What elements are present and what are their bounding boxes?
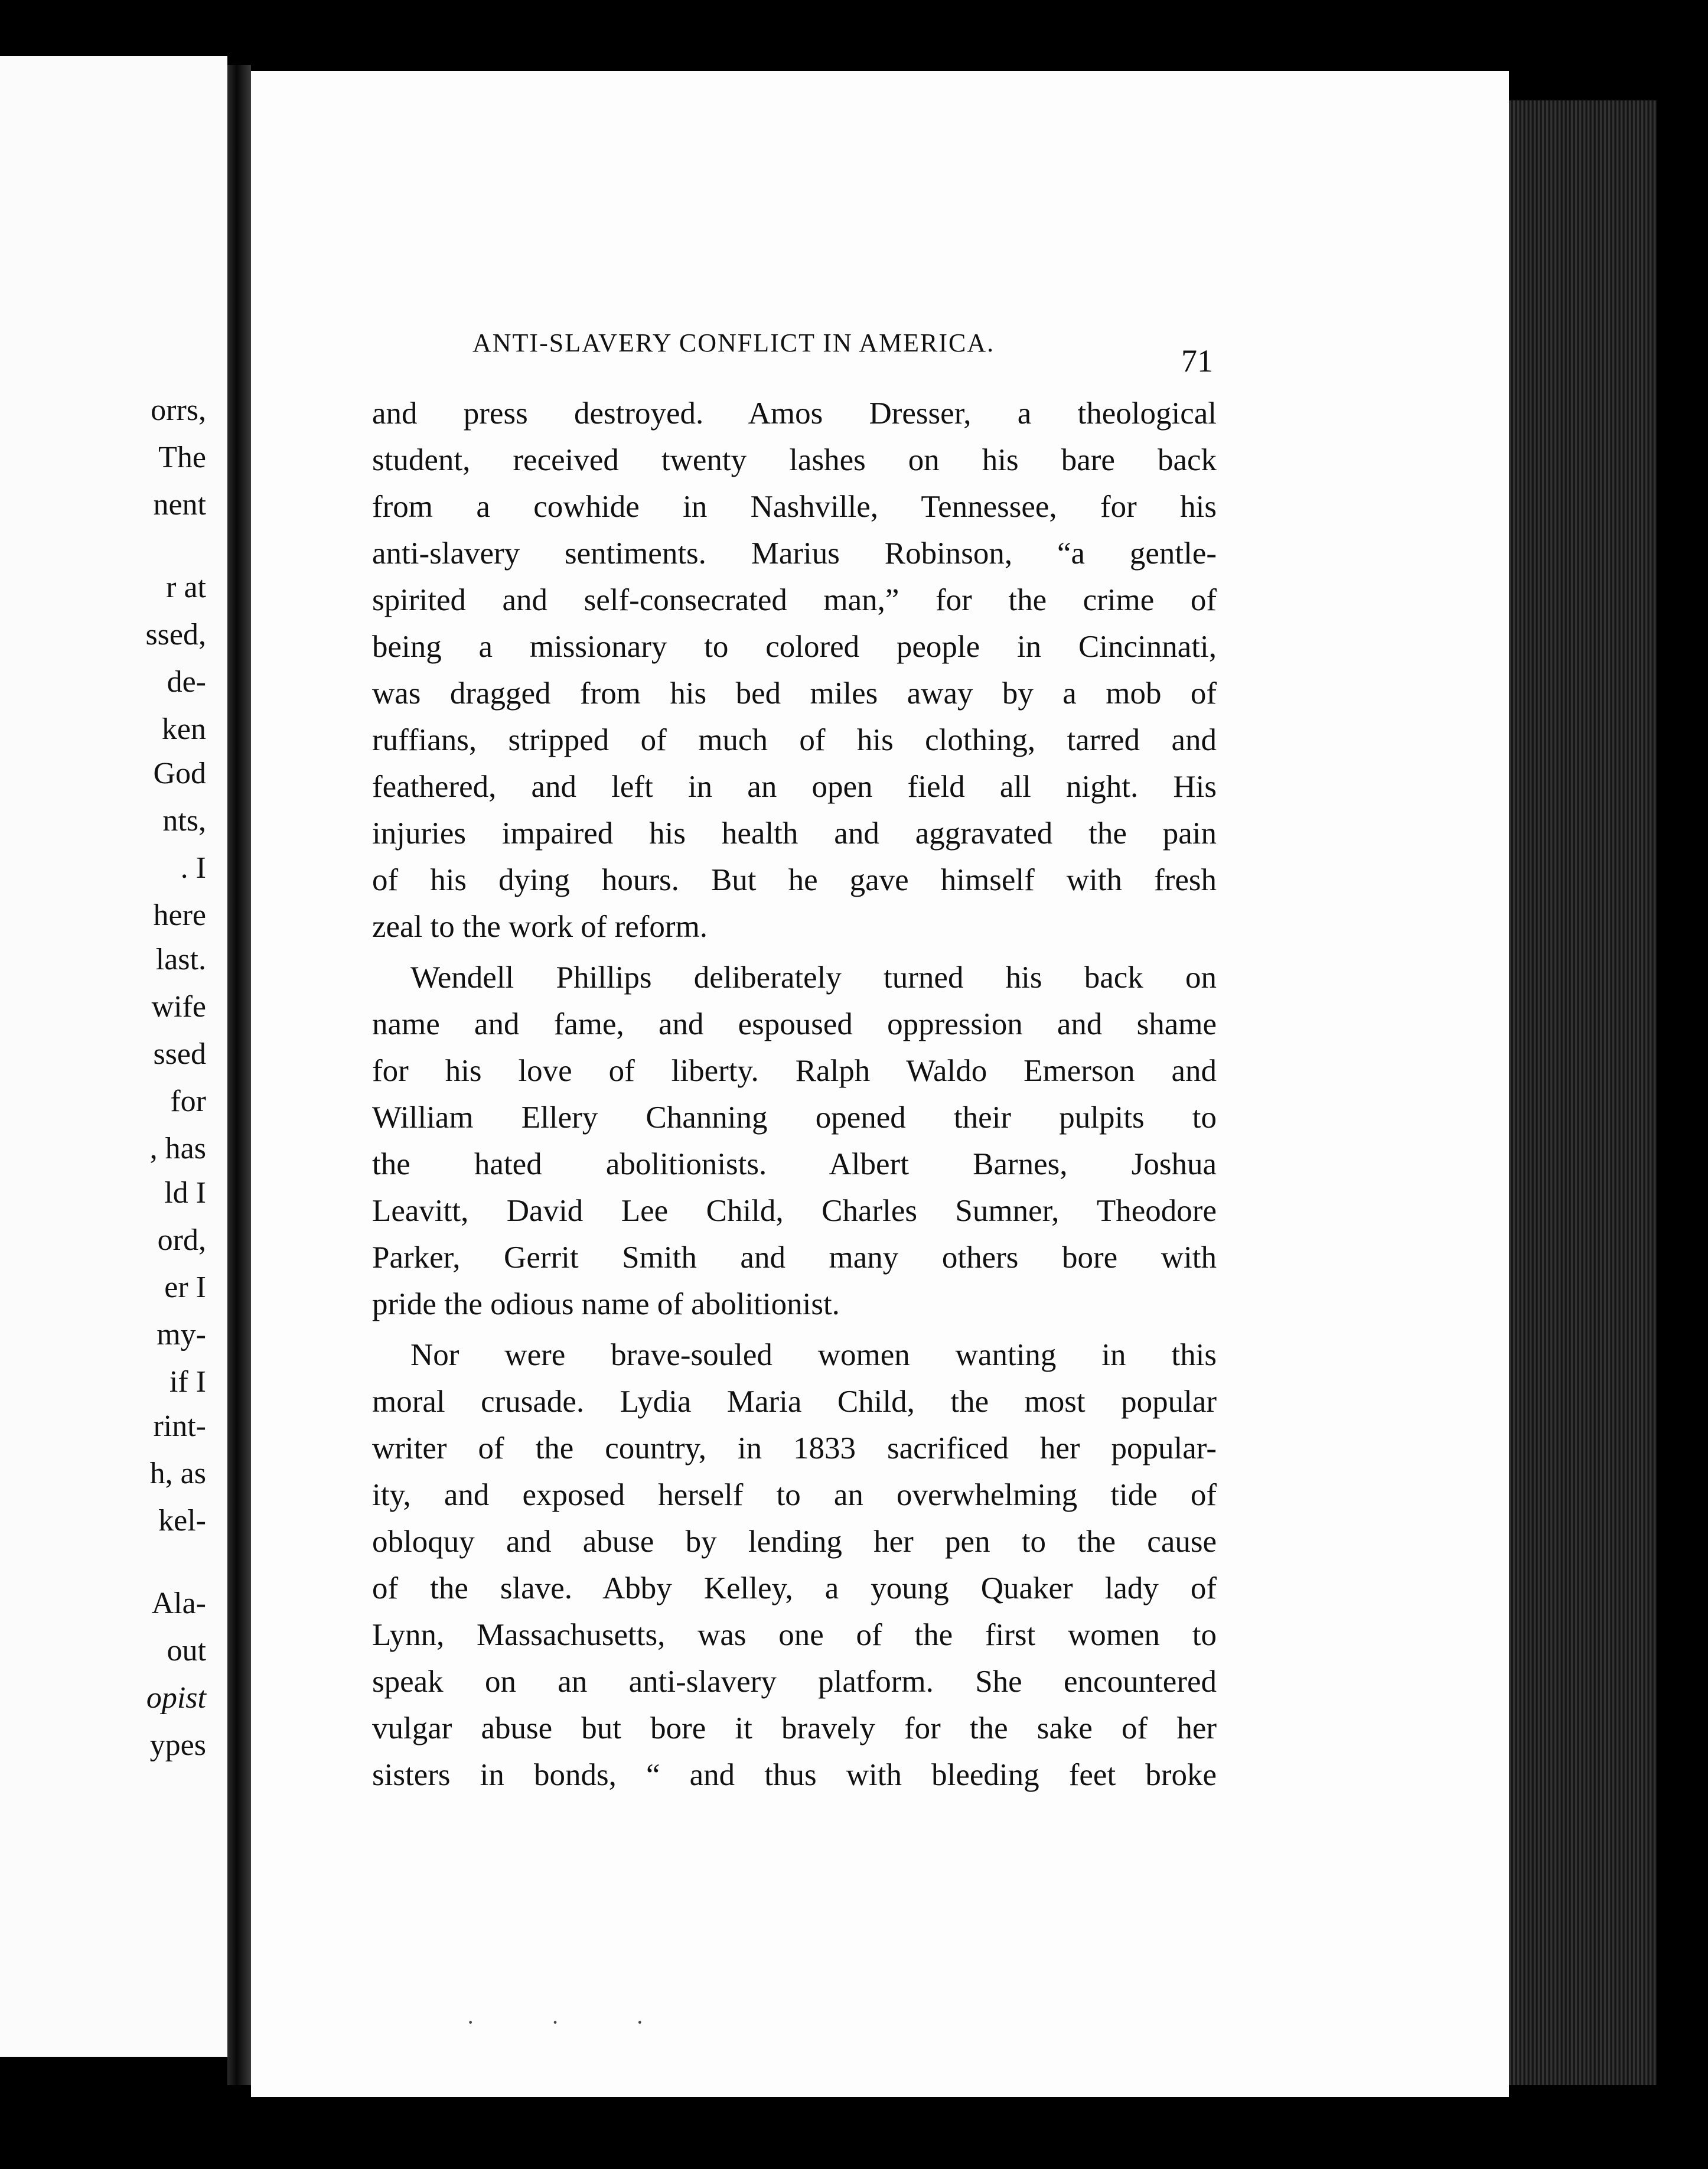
text-line: moral crusade. Lydia Maria Child, the most popular bbox=[372, 1385, 1217, 1419]
text-line: name and fame, and espoused oppression and shame bbox=[372, 1007, 1217, 1041]
left-page-fragment: Ala- bbox=[151, 1587, 206, 1620]
text-line: Leavitt, David Lee Child, Charles Sumner, Theodore bbox=[372, 1194, 1217, 1228]
text-line: from a cowhide in Nashville, Tennessee, for his bbox=[372, 490, 1217, 524]
left-page-fragment: nts, bbox=[162, 804, 206, 838]
text-line: Wendell Phillips deliberately turned his back on bbox=[410, 960, 1217, 995]
running-head: ANTI-SLAVERY CONFLICT IN AMERICA. bbox=[472, 328, 995, 357]
left-page-fragment: ypes bbox=[149, 1728, 206, 1762]
text-line: ity, and exposed herself to an overwhelming tide of bbox=[372, 1478, 1217, 1512]
text-line: zeal to the work of reform. bbox=[372, 910, 708, 944]
page-edges bbox=[1509, 100, 1657, 2085]
text-line: vulgar abuse but bore it bravely for the sake of her bbox=[372, 1711, 1217, 1745]
left-page-fragment: de- bbox=[167, 665, 206, 699]
text-line: of his dying hours. But he gave himself with fresh bbox=[372, 863, 1217, 897]
text-line: writer of the country, in 1833 sacrificed her popular- bbox=[372, 1431, 1217, 1465]
text-line: injuries impaired his health and aggravated the pain bbox=[372, 816, 1217, 851]
text-line: feathered, and left in an open field all night. His bbox=[372, 770, 1217, 804]
facing-page-left bbox=[0, 56, 227, 2057]
left-page-fragment: my- bbox=[157, 1318, 206, 1351]
page-number: 71 bbox=[1181, 343, 1213, 379]
left-page-fragment: kel- bbox=[158, 1504, 206, 1538]
text-line: sisters in bonds, “ and thus with bleeding feet broke bbox=[372, 1758, 1217, 1792]
left-page-fragment: nent bbox=[153, 488, 206, 522]
left-page-fragment: ld I bbox=[164, 1176, 206, 1210]
print-specks: · · · bbox=[467, 2009, 679, 2036]
text-line: obloquy and abuse by lending her pen to the cause bbox=[372, 1525, 1217, 1559]
text-line: was dragged from his bed miles away by a mob of bbox=[372, 676, 1217, 711]
left-page-fragment: ord, bbox=[157, 1223, 206, 1257]
left-page-fragment: . I bbox=[180, 851, 206, 885]
text-line: anti-slavery sentiments. Marius Robinson, “a gentle- bbox=[372, 536, 1217, 571]
text-line: student, received twenty lashes on his bare back bbox=[372, 443, 1217, 477]
text-line: being a missionary to colored people in Cincinnati, bbox=[372, 630, 1217, 664]
left-page-fragment: orrs, bbox=[151, 393, 206, 427]
text-line: Parker, Gerrit Smith and many others bore with bbox=[372, 1240, 1217, 1275]
text-line: pride the odious name of abolitionist. bbox=[372, 1287, 840, 1321]
left-page-fragment: ken bbox=[161, 712, 206, 746]
left-page-fragment: if I bbox=[169, 1365, 206, 1399]
text-line: William Ellery Channing opened their pulpits to bbox=[372, 1100, 1217, 1135]
text-line: Lynn, Massachusetts, was one of the first women to bbox=[372, 1618, 1217, 1652]
text-line: spirited and self-consecrated man,” for the crime of bbox=[372, 583, 1217, 617]
left-page-fragment: , has bbox=[149, 1132, 206, 1165]
text-line: Nor were brave-souled women wanting in this bbox=[410, 1338, 1217, 1372]
text-line: for his love of liberty. Ralph Waldo Emerson and bbox=[372, 1054, 1217, 1088]
book-gutter bbox=[227, 65, 251, 2085]
left-page-fragment: out bbox=[167, 1634, 206, 1668]
left-page-fragment: opist bbox=[146, 1681, 206, 1715]
left-page-fragment: here bbox=[153, 898, 206, 932]
left-page-fragment: ssed, bbox=[145, 618, 206, 652]
left-page-fragment: er I bbox=[164, 1271, 206, 1304]
left-page-fragment: God bbox=[153, 757, 206, 790]
left-page-fragment: r at bbox=[166, 571, 206, 604]
left-page-fragment: rint- bbox=[153, 1409, 206, 1443]
text-line: speak on an anti-slavery platform. She encountered bbox=[372, 1665, 1217, 1699]
left-page-fragment: The bbox=[158, 441, 206, 474]
text-line: of the slave. Abby Kelley, a young Quaker lady of bbox=[372, 1571, 1217, 1605]
left-page-fragment: h, as bbox=[149, 1457, 206, 1490]
text-line: ruffians, stripped of much of his clothing, tarred and bbox=[372, 723, 1217, 757]
left-page-fragment: wife bbox=[151, 990, 206, 1024]
text-line: the hated abolitionists. Albert Barnes, Joshua bbox=[372, 1147, 1217, 1181]
left-page-fragment: last. bbox=[155, 943, 206, 976]
left-page-fragment: for bbox=[170, 1084, 206, 1118]
left-page-fragment: ssed bbox=[153, 1037, 206, 1071]
text-line: and press destroyed. Amos Dresser, a theological bbox=[372, 396, 1217, 431]
